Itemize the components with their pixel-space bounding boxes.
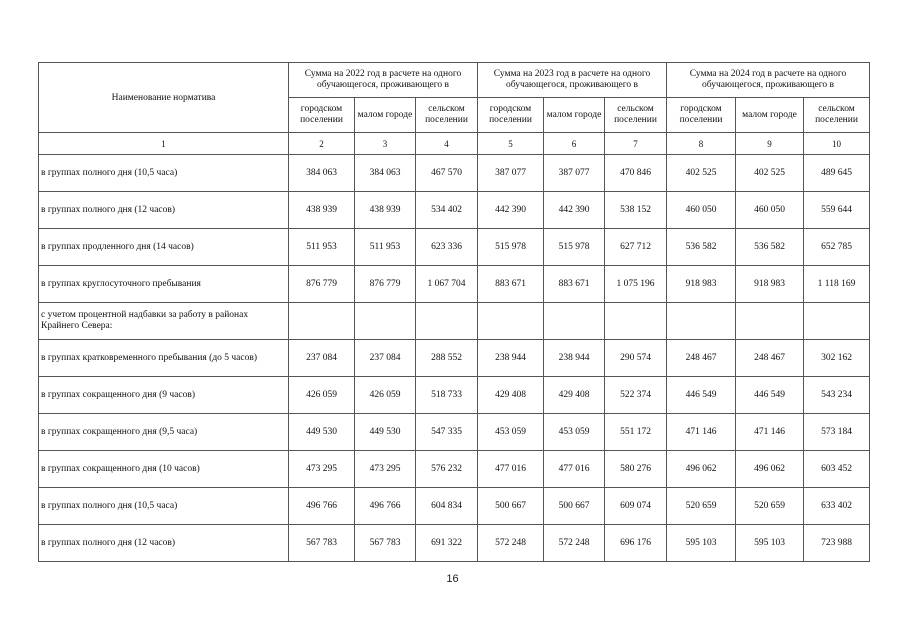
value-cell: 876 779	[289, 266, 355, 303]
value-cell	[289, 303, 355, 340]
column-index-cell: 9	[736, 133, 804, 155]
value-cell: 595 103	[667, 525, 736, 562]
value-cell: 627 712	[605, 229, 667, 266]
name-column-header: Наименование норматива	[39, 63, 289, 133]
value-cell: 387 077	[544, 155, 605, 192]
row-label: в группах круглосуточного пребывания	[39, 266, 289, 303]
value-cell: 623 336	[416, 229, 478, 266]
value-cell: 500 667	[544, 488, 605, 525]
value-cell: 237 084	[289, 340, 355, 377]
value-cell: 446 549	[667, 377, 736, 414]
value-cell: 426 059	[289, 377, 355, 414]
page-number: 16	[446, 573, 459, 585]
column-index-row	[39, 133, 870, 155]
value-cell: 384 063	[289, 155, 355, 192]
value-cell: 580 276	[605, 451, 667, 488]
value-cell: 477 016	[478, 451, 544, 488]
value-cell: 595 103	[736, 525, 804, 562]
value-cell: 496 766	[289, 488, 355, 525]
value-cell	[605, 303, 667, 340]
value-cell: 290 574	[605, 340, 667, 377]
row-label: в группах полного дня (12 часов)	[39, 192, 289, 229]
row-label: в группах кратковременного пребывания (до 5 часов)	[39, 340, 289, 377]
value-cell: 536 582	[667, 229, 736, 266]
table-body	[39, 155, 870, 562]
table-row	[39, 155, 870, 192]
column-index-cell: 7	[605, 133, 667, 155]
value-cell: 543 234	[804, 377, 870, 414]
row-label: в группах полного дня (12 часов)	[39, 525, 289, 562]
value-cell: 496 062	[736, 451, 804, 488]
value-cell: 238 944	[478, 340, 544, 377]
subcolumn-header: сельском поселении	[804, 98, 870, 133]
value-cell: 515 978	[544, 229, 605, 266]
group-header-2023: Сумма на 2023 год в расчете на одного обучающегося, проживающего в	[478, 63, 667, 98]
value-cell: 551 172	[605, 414, 667, 451]
row-label: в группах продленного дня (14 часов)	[39, 229, 289, 266]
value-cell: 609 074	[605, 488, 667, 525]
value-cell: 723 988	[804, 525, 870, 562]
row-label: в группах сокращенного дня (10 часов)	[39, 451, 289, 488]
value-cell: 883 671	[478, 266, 544, 303]
value-cell: 429 408	[478, 377, 544, 414]
value-cell: 449 530	[289, 414, 355, 451]
row-label: в группах сокращенного дня (9,5 часа)	[39, 414, 289, 451]
value-cell	[736, 303, 804, 340]
value-cell: 429 408	[544, 377, 605, 414]
table-row	[39, 414, 870, 451]
column-index-cell: 1	[39, 133, 289, 155]
value-cell: 572 248	[478, 525, 544, 562]
value-cell: 453 059	[544, 414, 605, 451]
value-cell: 237 084	[355, 340, 416, 377]
value-cell: 691 322	[416, 525, 478, 562]
table-row	[39, 525, 870, 562]
table-row	[39, 340, 870, 377]
value-cell: 573 184	[804, 414, 870, 451]
subcolumn-header: городском поселении	[289, 98, 355, 133]
value-cell: 520 659	[667, 488, 736, 525]
value-cell: 522 374	[605, 377, 667, 414]
value-cell: 489 645	[804, 155, 870, 192]
value-cell: 918 983	[667, 266, 736, 303]
value-cell: 559 644	[804, 192, 870, 229]
value-cell: 471 146	[667, 414, 736, 451]
subcolumn-header: городском поселении	[667, 98, 736, 133]
value-cell: 1 075 196	[605, 266, 667, 303]
value-cell: 547 335	[416, 414, 478, 451]
column-index-cell: 8	[667, 133, 736, 155]
value-cell: 511 953	[355, 229, 416, 266]
value-cell: 696 176	[605, 525, 667, 562]
row-label: в группах сокращенного дня (9 часов)	[39, 377, 289, 414]
value-cell: 470 846	[605, 155, 667, 192]
value-cell: 449 530	[355, 414, 416, 451]
value-cell: 238 944	[544, 340, 605, 377]
value-cell: 471 146	[736, 414, 804, 451]
row-label: с учетом процентной надбавки за работу в районах Крайнего Севера:	[39, 303, 289, 340]
value-cell: 438 939	[355, 192, 416, 229]
group-header-2022: Сумма на 2022 год в расчете на одного обучающегося, проживающего в	[289, 63, 478, 98]
group-header-2024: Сумма на 2024 год в расчете на одного обучающегося, проживающего в	[667, 63, 870, 98]
header-row-groups	[39, 63, 870, 98]
column-index-cell: 3	[355, 133, 416, 155]
row-label: в группах полного дня (10,5 часа)	[39, 488, 289, 525]
value-cell	[804, 303, 870, 340]
value-cell: 402 525	[667, 155, 736, 192]
value-cell: 442 390	[478, 192, 544, 229]
column-index-cell: 2	[289, 133, 355, 155]
value-cell: 496 062	[667, 451, 736, 488]
column-index-cell: 10	[804, 133, 870, 155]
value-cell	[667, 303, 736, 340]
value-cell: 536 582	[736, 229, 804, 266]
value-cell: 603 452	[804, 451, 870, 488]
value-cell: 460 050	[667, 192, 736, 229]
value-cell: 652 785	[804, 229, 870, 266]
value-cell: 302 162	[804, 340, 870, 377]
value-cell: 442 390	[544, 192, 605, 229]
value-cell: 1 067 704	[416, 266, 478, 303]
value-cell: 473 295	[355, 451, 416, 488]
subcolumn-header: малом городе	[736, 98, 804, 133]
value-cell: 567 783	[355, 525, 416, 562]
table-row	[39, 303, 870, 340]
value-cell: 511 953	[289, 229, 355, 266]
value-cell: 460 050	[736, 192, 804, 229]
table-row	[39, 377, 870, 414]
column-index-cell: 5	[478, 133, 544, 155]
value-cell: 538 152	[605, 192, 667, 229]
value-cell: 500 667	[478, 488, 544, 525]
value-cell: 402 525	[736, 155, 804, 192]
value-cell: 633 402	[804, 488, 870, 525]
value-cell: 515 978	[478, 229, 544, 266]
value-cell: 248 467	[736, 340, 804, 377]
value-cell: 288 552	[416, 340, 478, 377]
subcolumn-header: малом городе	[355, 98, 416, 133]
value-cell: 248 467	[667, 340, 736, 377]
table-row	[39, 229, 870, 266]
value-cell: 387 077	[478, 155, 544, 192]
value-cell: 518 733	[416, 377, 478, 414]
table-row	[39, 451, 870, 488]
value-cell: 876 779	[355, 266, 416, 303]
row-label: в группах полного дня (10,5 часа)	[39, 155, 289, 192]
value-cell: 572 248	[544, 525, 605, 562]
table-row	[39, 488, 870, 525]
value-cell: 918 983	[736, 266, 804, 303]
value-cell: 384 063	[355, 155, 416, 192]
table-row	[39, 266, 870, 303]
value-cell: 520 659	[736, 488, 804, 525]
value-cell: 473 295	[289, 451, 355, 488]
value-cell: 426 059	[355, 377, 416, 414]
value-cell: 477 016	[544, 451, 605, 488]
value-cell: 604 834	[416, 488, 478, 525]
value-cell: 883 671	[544, 266, 605, 303]
value-cell: 438 939	[289, 192, 355, 229]
value-cell: 567 783	[289, 525, 355, 562]
value-cell	[355, 303, 416, 340]
subcolumn-header: городском поселении	[478, 98, 544, 133]
value-cell: 576 232	[416, 451, 478, 488]
normatives-table	[38, 62, 870, 562]
subcolumn-header: малом городе	[544, 98, 605, 133]
subcolumn-header: сельском поселении	[605, 98, 667, 133]
value-cell	[544, 303, 605, 340]
value-cell: 446 549	[736, 377, 804, 414]
value-cell: 467 570	[416, 155, 478, 192]
value-cell	[416, 303, 478, 340]
table-row	[39, 192, 870, 229]
value-cell: 453 059	[478, 414, 544, 451]
column-index-cell: 4	[416, 133, 478, 155]
column-index-cell: 6	[544, 133, 605, 155]
value-cell: 534 402	[416, 192, 478, 229]
value-cell: 1 118 169	[804, 266, 870, 303]
value-cell: 496 766	[355, 488, 416, 525]
value-cell	[478, 303, 544, 340]
subcolumn-header: сельском поселении	[416, 98, 478, 133]
